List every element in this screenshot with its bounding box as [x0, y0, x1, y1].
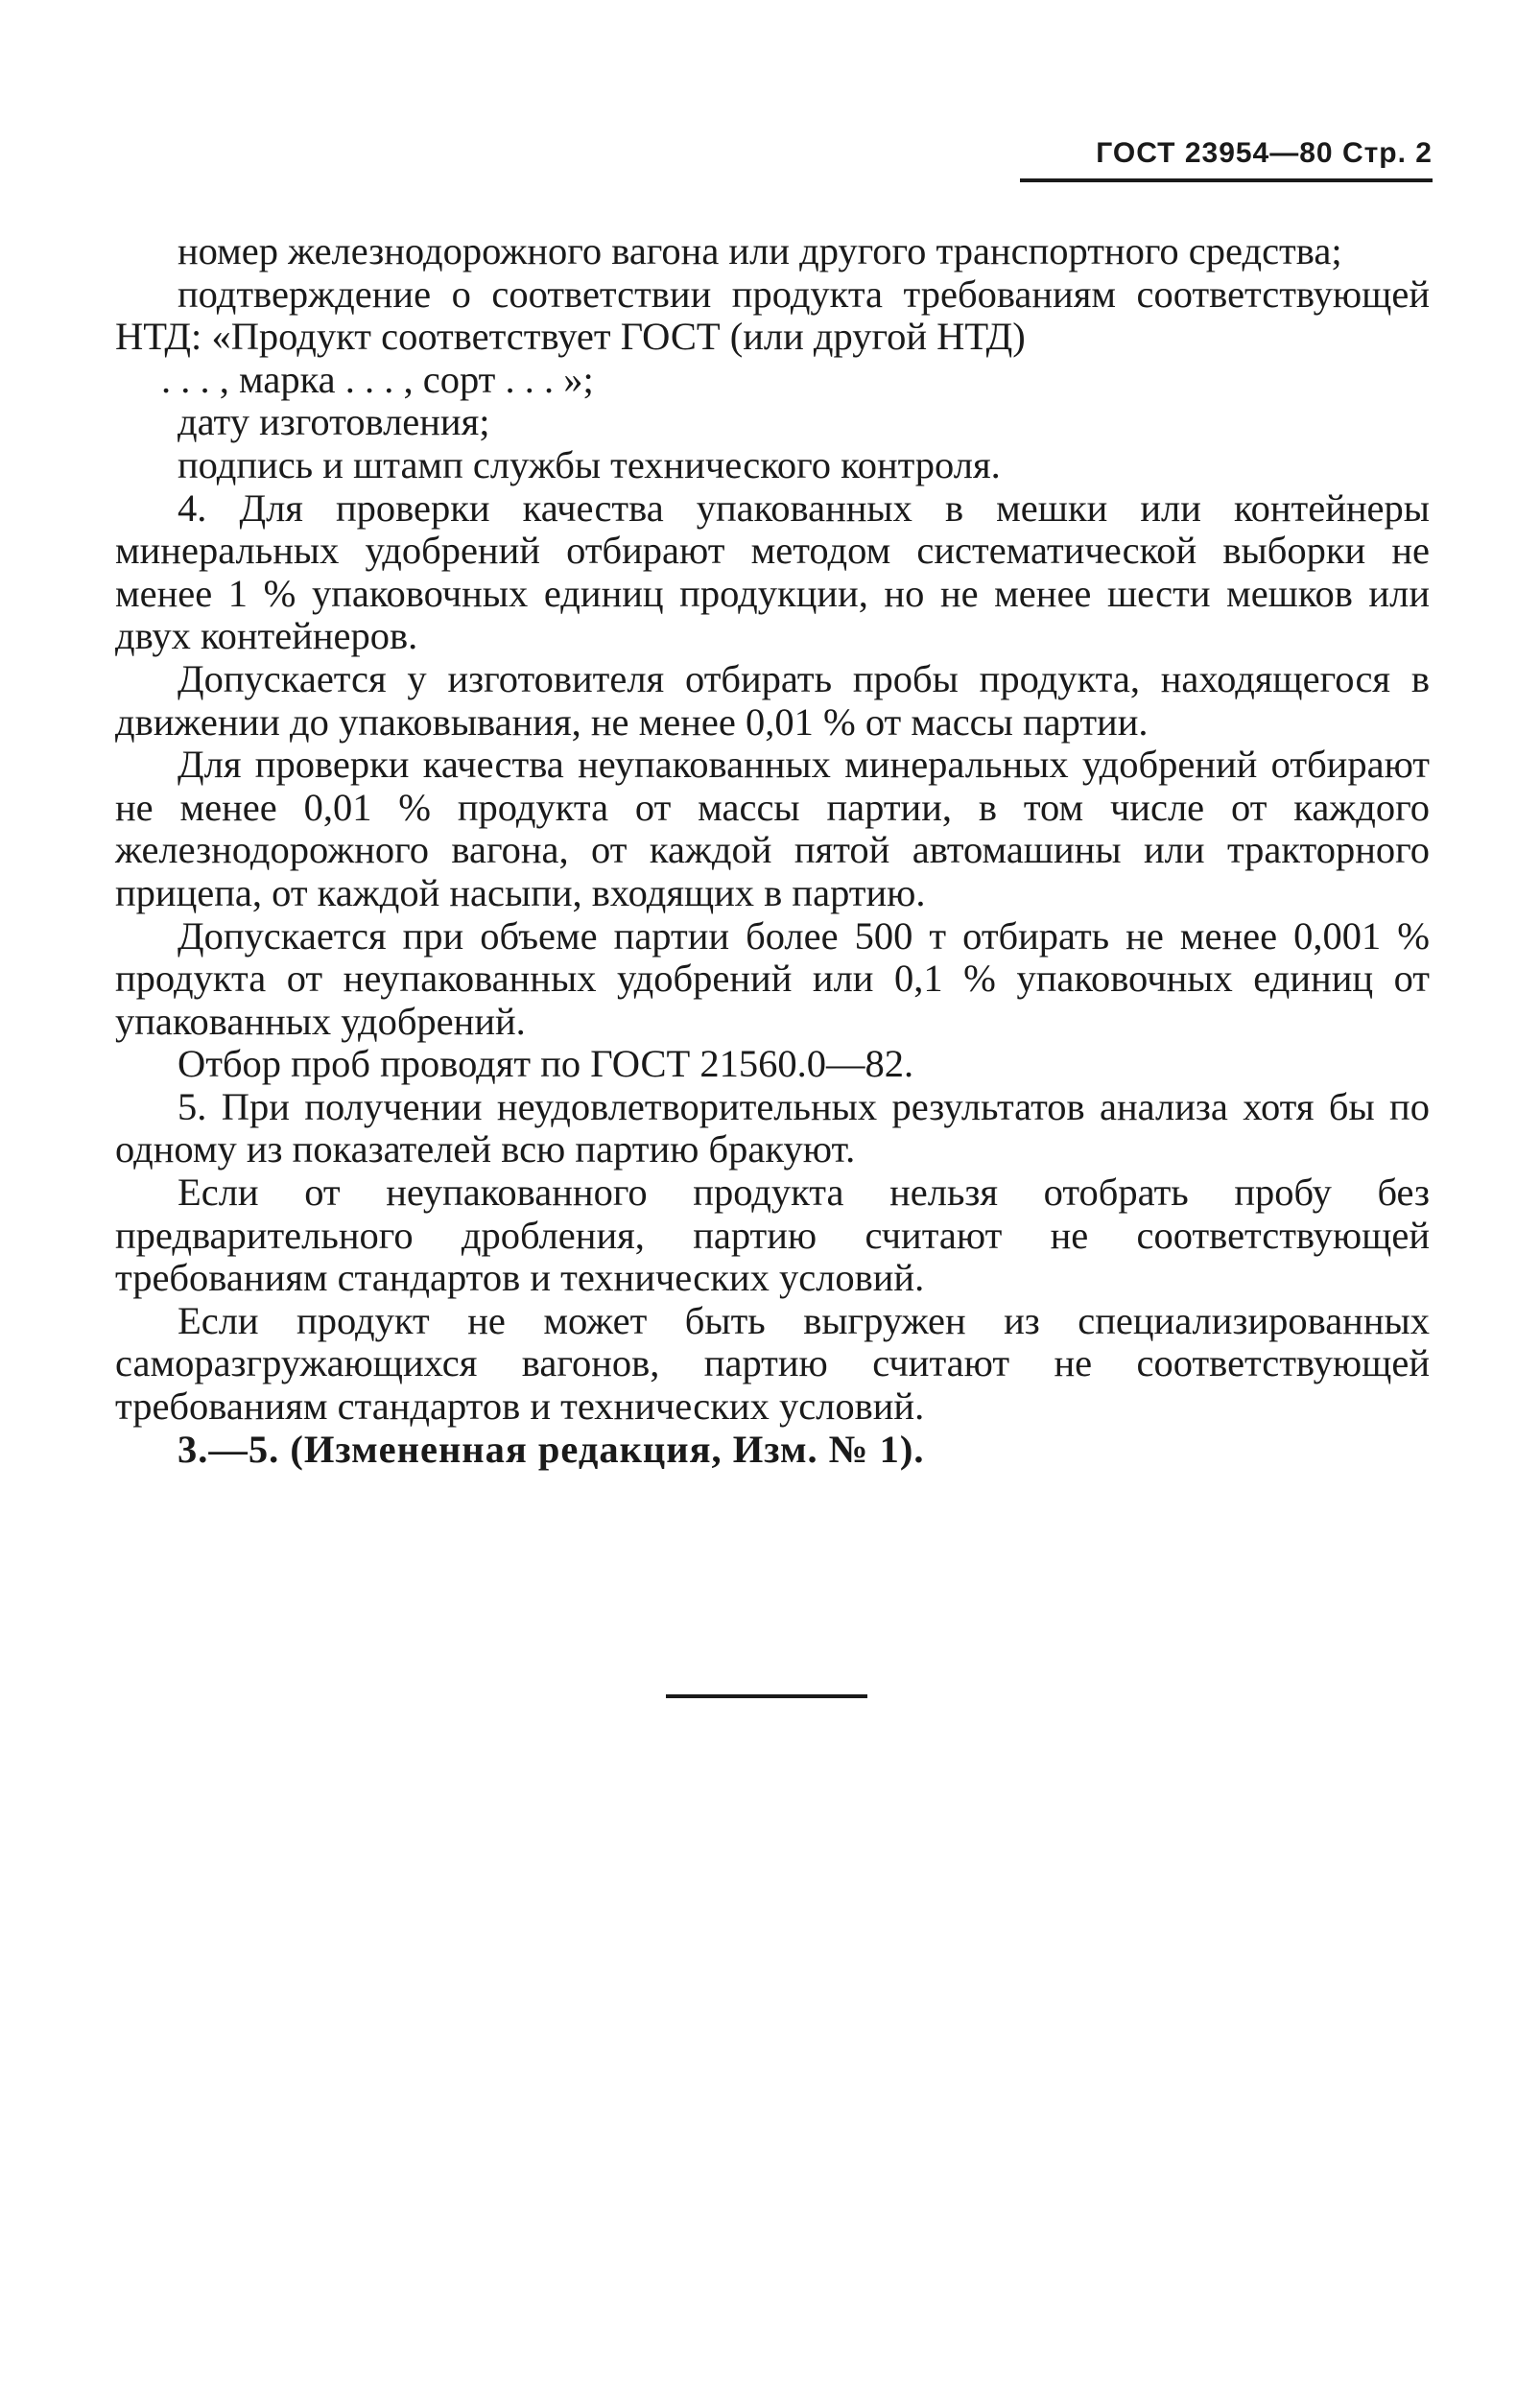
- paragraph-gost-reference: Отбор проб проводят по ГОСТ 21560.0—82.: [178, 1042, 914, 1086]
- paragraph-unpacked-sampling: Для проверки качества неупакованных минеральных удобрений отбирают не менее 0,01 % продукта от массы партии, в том числе от каждого железнодорожного вагона, от каждой пятой автомашины или тракторного прицепа, от каждой насыпи, входящих в партию.: [115, 743, 1430, 914]
- paragraph-grade: . . . , марка . . . , сорт . . . »;: [161, 357, 594, 401]
- amendment-note: 3.—5. (Измененная редакция, Изм. № 1).: [178, 1427, 925, 1471]
- document-body: [115, 230, 1430, 1471]
- page-title: ГОСТ 23954—80 Стр. 2: [1096, 137, 1433, 169]
- paragraph-unloading: Если продукт не может быть выгружен из специализированных саморазгружающихся вагонов, партию считают не соответствующей требованиям стандартов и технических условий.: [115, 1298, 1430, 1429]
- end-divider: [666, 1694, 867, 1698]
- paragraph-clause-5: 5. При получении неудовлетворительных результатов анализа хотя бы по одному из показателей всю партию бракуют.: [115, 1084, 1430, 1171]
- paragraph-no-crushing: Если от неупакованного продукта нельзя отобрать пробу без предварительного дробления, партию считают не соответствующей требованиям стандартов и технических условий.: [115, 1171, 1430, 1300]
- paragraph-conformity: подтверждение о соответствии продукта требованиям соответствующей НТД: «Продукт соответствует ГОСТ (или другой НТД): [115, 272, 1430, 359]
- paragraph-wagon-number: номер железнодорожного вагона или другого транспортного средства;: [178, 229, 1342, 272]
- paragraph-manufacturer-sampling: Допускается у изготовителя отбирать пробы продукта, находящегося в движении до упаковывания, не менее 0,01 % от массы партии.: [115, 656, 1430, 744]
- paragraph-manufacture-date: дату изготовления;: [178, 400, 490, 444]
- paragraph-clause-4: 4. Для проверки качества упакованных в мешки или контейнеры минеральных удобрений отбирают методом систематической выборки не менее 1 % упаковочных единиц продукции, но не менее шести мешков или двух контейнеров.: [115, 485, 1430, 658]
- paragraph-large-batch: Допускается при объеме партии более 500 т отбирать не менее 0,001 % продукта от неупакованных удобрений или 0,1 % упаковочных единиц от упакованных удобрений.: [115, 913, 1430, 1043]
- header-rule: [1020, 178, 1433, 182]
- page-header: [1020, 134, 1433, 182]
- paragraph-signature: подпись и штамп службы технического контроля.: [178, 442, 1001, 486]
